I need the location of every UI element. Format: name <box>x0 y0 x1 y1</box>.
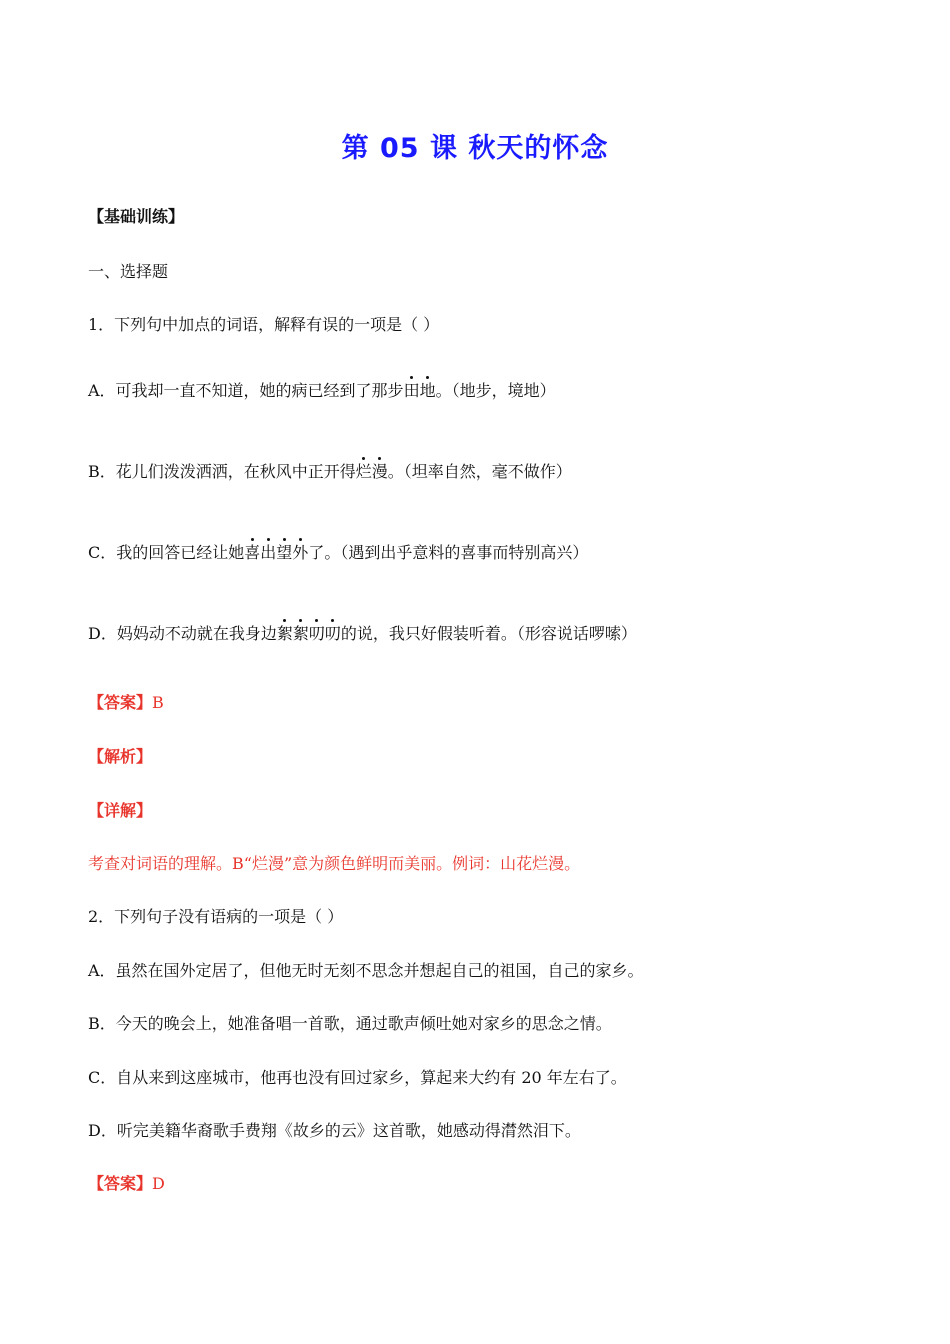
q2-answer-value: D <box>152 1174 165 1193</box>
q1-option-a-emphasis <box>404 381 436 400</box>
q1-answer-label: 【答案】 <box>88 693 153 712</box>
emphasis-char: 叨 <box>324 624 341 643</box>
q1-explanation: 考查对词语的理解。B“烂漫”意为颜色鲜明而美丽。例词：山花烂漫。 <box>88 854 581 873</box>
q2-option-a: A．虽然在国外定居了，但他无时无刻不思念并想起自己的祖国，自己的家乡。 <box>88 961 644 980</box>
q1-detail-label: 【详解】 <box>88 801 153 820</box>
q2-option-d: D．听完美籍华裔歌手费翔《故乡的云》这首歌，她感动得潸然泪下。 <box>88 1121 581 1140</box>
emphasis-char: 烂 <box>355 462 372 481</box>
emphasis-char: 絮 <box>292 624 309 643</box>
emphasis-char: 漫 <box>371 462 388 481</box>
q1-option-a-post: 。（地步，境地） <box>435 381 556 400</box>
q1-option-d <box>88 623 637 645</box>
emphasis-char: 外 <box>292 543 309 562</box>
emphasis-char: 望 <box>276 543 293 562</box>
emphasis-char: 叨 <box>308 624 325 643</box>
q2-stem: 2．下列句子没有语病的一项是（ ） <box>88 907 344 926</box>
q1-option-b <box>88 461 572 483</box>
q1-option-c-pre: C．我的回答已经让她 <box>88 543 245 562</box>
q1-option-d-pre: D．妈妈动不动就在我身边 <box>88 624 277 643</box>
q2-answer <box>88 1173 165 1195</box>
q1-analysis-label: 【解析】 <box>88 747 153 766</box>
q2-option-c: C．自从来到这座城市，他再也没有回过家乡，算起来大约有 20 年左右了。 <box>88 1068 627 1087</box>
emphasis-char: 出 <box>260 543 277 562</box>
part-label: 一、选择题 <box>88 262 169 281</box>
emphasis-char: 地 <box>419 381 436 400</box>
q1-option-c-post: 了。（遇到出乎意料的喜事而特别高兴） <box>308 543 589 562</box>
q1-option-d-emphasis <box>277 624 341 643</box>
q1-option-a-pre: A．可我却一直不知道，她的病已经到了那步 <box>88 381 404 400</box>
section-label: 【基础训练】 <box>88 207 185 226</box>
emphasis-char: 田 <box>403 381 420 400</box>
q1-option-b-post: 。（坦率自然，毫不做作） <box>387 462 572 481</box>
q1-option-c-emphasis <box>244 543 308 562</box>
q1-stem: 1．下列句中加点的词语，解释有误的一项是（ ） <box>88 315 440 334</box>
q1-option-b-emphasis <box>356 462 388 481</box>
q2-answer-label: 【答案】 <box>88 1174 153 1193</box>
q1-answer-value: B <box>152 693 164 712</box>
q1-option-c <box>88 542 588 564</box>
q1-answer <box>88 692 164 714</box>
q1-option-b-pre: B．花儿们泼泼洒洒，在秋风中正开得 <box>88 462 356 481</box>
q1-option-d-post: 的说，我只好假装听着。（形容说话啰嗦） <box>340 624 637 643</box>
q2-option-b: B．今天的晚会上，她准备唱一首歌，通过歌声倾吐她对家乡的思念之情。 <box>88 1014 612 1033</box>
emphasis-char: 絮 <box>276 624 293 643</box>
page-title: 第 05 课 秋天的怀念 <box>341 133 609 164</box>
q1-option-a <box>88 380 556 402</box>
emphasis-char: 喜 <box>244 543 261 562</box>
